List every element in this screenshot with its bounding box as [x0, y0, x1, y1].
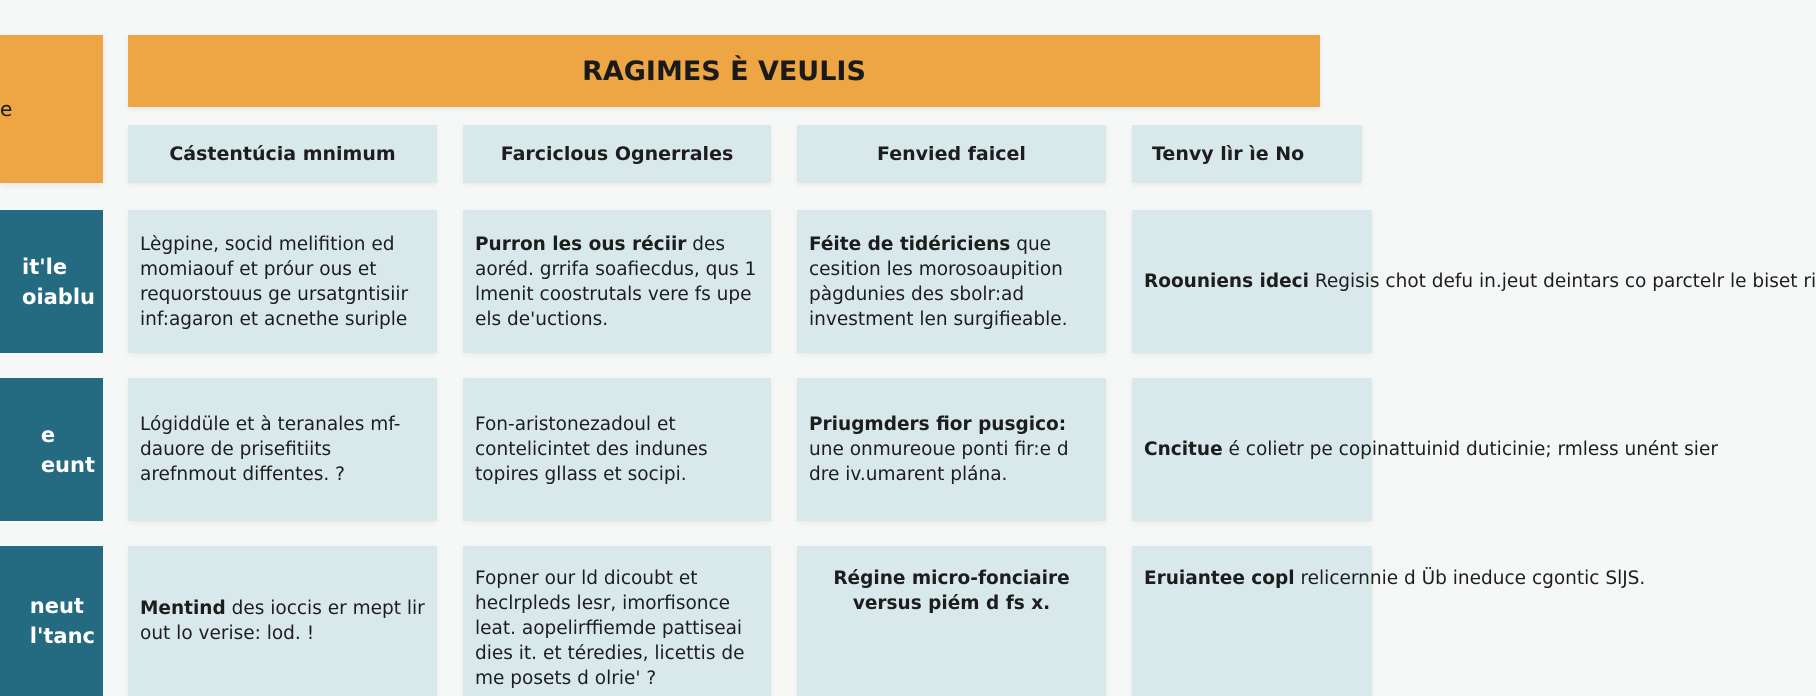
corner-header [0, 35, 103, 183]
cell-body: Fon-aristonezadoul et contelicintet des indunes topires gllass et socipi. [475, 414, 708, 485]
cell-text [809, 412, 1094, 487]
cell-body: des aoréd. grrifa soafiecdus, qus 1 lmenit coostrutals vere fs upe els de'uctions. [475, 233, 757, 330]
column-header-3 [797, 125, 1106, 183]
cell-lead: Cncitue [1144, 439, 1223, 460]
cell-text [140, 412, 425, 487]
table-cell-r1-c2 [463, 210, 771, 353]
row-header-label: it'le oiablu [22, 254, 95, 309]
cell-text [140, 232, 425, 332]
cell-lead: Eruiantee copl [1144, 568, 1295, 589]
table-cell-r2-c4 [1132, 378, 1718, 521]
cell-text [1144, 269, 1816, 294]
column-header-label: Fenvied faicel [877, 143, 1026, 165]
column-header-2 [463, 125, 771, 183]
row-header-1 [0, 210, 103, 353]
table-cell-r2-c3 [797, 378, 1106, 521]
column-header-label: Cástentúcia mnimum [169, 143, 396, 165]
cell-text [140, 596, 425, 646]
table-title-banner [128, 35, 1320, 107]
cell-lead: Purron les ous réciir [475, 233, 687, 255]
table-title: RAGIMES È VEULIS [582, 55, 866, 87]
table-cell-r3-c1 [128, 546, 437, 696]
column-header-1 [128, 125, 437, 183]
cell-text [1144, 437, 1718, 462]
row-header-3 [0, 546, 103, 696]
cell-body: relicernnie d Üb ineduce cgontic SlJS. [1294, 568, 1646, 589]
cell-body: Fopner our ld dicoubt et heclrpleds lesr, imorfisonce leat. aopelirffiemde pattiseai dies it. et téredies, licettis de me posets d olrie' ? [475, 568, 745, 689]
cell-text [475, 412, 759, 487]
table-cell-r1-c3 [797, 210, 1106, 353]
table-cell-r1-c4 [1132, 210, 1816, 353]
cell-body: des ioccis er mept lir out lo verise: lod. ! [140, 598, 425, 644]
cell-body: é colietr pe copinattuinid duticinie; rmless unént sier [1222, 439, 1718, 460]
cell-lead: Mentind [140, 598, 226, 619]
table-cell-r3-c2 [463, 546, 771, 696]
table-cell-r2-c1 [128, 378, 437, 521]
cell-lead: Roouniens ideci [1144, 271, 1309, 292]
cell-text [475, 566, 759, 691]
column-header-4 [1132, 125, 1362, 183]
cell-text [809, 566, 1094, 616]
cell-body: une onmureoue ponti fir:e d dre iv.umarent plána. [809, 439, 1069, 485]
cell-text [1144, 566, 1646, 591]
cell-lead: Priugmders fior pusgico: [809, 414, 1067, 435]
cell-text [475, 232, 759, 332]
cell-text [809, 232, 1094, 332]
column-header-label: Farciclous Ognerrales [500, 143, 734, 165]
corner-label: e [0, 97, 13, 121]
table-cell-r2-c2 [463, 378, 771, 521]
cell-body: que cesition les morosoaupition pàgdunies des sbolr:ad investment len surgifieable. [809, 233, 1068, 330]
table-cell-r3-c4 [1132, 546, 1646, 696]
row-header-label: neut l'tanc [29, 594, 95, 648]
cell-lead: Féite de tidériciens [809, 233, 1011, 255]
cell-body: Lógiddüle et à teranales mf-dauore de prisefitiits arefnmout diffentes. ? [140, 414, 401, 485]
row-header-2 [0, 378, 103, 521]
column-header-label: Tenvy lìr ìe No [1152, 143, 1305, 165]
row-header-label: e eunt [40, 422, 95, 477]
cell-lead: Régine micro-fonciaire versus piém d fs x. [833, 568, 1070, 614]
cell-body: Regisis chot defu in.jeut deintars co parctelr le biset ri [1308, 271, 1816, 292]
cell-body: Lègpine, socid melifition ed momiaouf et próur ous et requorstouus ge ursatgntisiir inf:agaron et acnethe suriple [140, 233, 409, 330]
table-cell-r1-c1 [128, 210, 437, 353]
table-cell-r3-c3 [797, 546, 1106, 696]
